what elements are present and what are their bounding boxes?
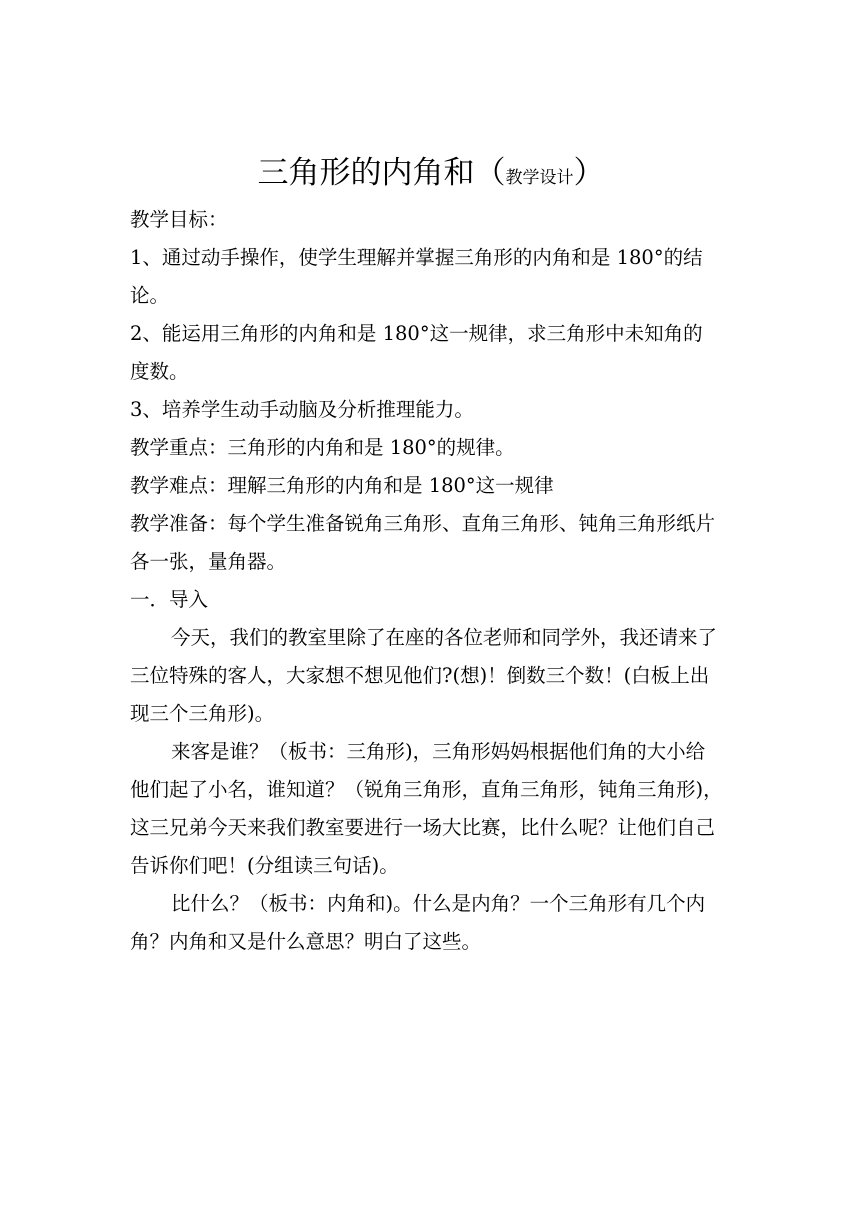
title-close-paren: ） — [573, 155, 605, 191]
title-main: 三角形的内角和 — [257, 155, 475, 191]
paragraph-1-line-1: 今天，我们的教室里除了在座的各位老师和同学外，我还请来了 — [171, 626, 718, 649]
objective-2-line-2: 度数。 — [130, 360, 189, 383]
title-subtitle: 教学设计 — [505, 168, 574, 188]
paragraph-1-line-2: 三位特殊的客人，大家想不想见他们?(想)！倒数三个数！(白板上出 — [130, 664, 710, 687]
paragraph-2-line-1: 来客是谁？（板书：三角形)，三角形妈妈根据他们角的大小给 — [171, 740, 706, 763]
preparation-line-1: 教学准备：每个学生准备锐角三角形、直角三角形、钝角三角形纸片 — [130, 512, 716, 535]
objective-2-line-1: 2、能运用三角形的内角和是 180°这一规律，求三角形中未知角的 — [130, 322, 703, 345]
paragraph-2-line-2: 他们起了小名，谁知道？（锐角三角形，直角三角形，钝角三角形)， — [130, 778, 723, 801]
document-title — [130, 150, 732, 201]
paragraph-3-line-2: 角？内角和又是什么意思？明白了这些。 — [130, 930, 482, 953]
preparation-line-2: 各一张，量角器。 — [130, 550, 287, 573]
section-heading-objectives: 教学目标： — [130, 208, 228, 231]
paragraph-3-line-1: 比什么？（板书：内角和)。什么是内角？一个三角形有几个内 — [171, 892, 706, 915]
document-page — [130, 150, 732, 961]
title-open-paren: （ — [474, 155, 506, 191]
objective-1-line-2: 论。 — [130, 284, 170, 307]
paragraph-2-line-3: 这三兄弟今天来我们教室要进行一场大比赛，比什么呢？让他们自己 — [130, 816, 716, 839]
section-heading-introduction: 一．导入 — [130, 588, 209, 611]
objective-3: 3、培养学生动手动脑及分析推理能力。 — [130, 398, 474, 421]
paragraph-1-line-3: 现三个三角形)。 — [130, 702, 275, 725]
objective-1-line-1: 1、通过动手操作，使学生理解并掌握三角形的内角和是 180°的结 — [130, 246, 703, 269]
key-point: 教学重点：三角形的内角和是 180°的规律。 — [130, 436, 515, 459]
paragraph-2-line-4: 告诉你们吧！(分组读三句话)。 — [130, 854, 399, 877]
difficult-point: 教学难点：理解三角形的内角和是 180°这一规律 — [130, 474, 554, 497]
